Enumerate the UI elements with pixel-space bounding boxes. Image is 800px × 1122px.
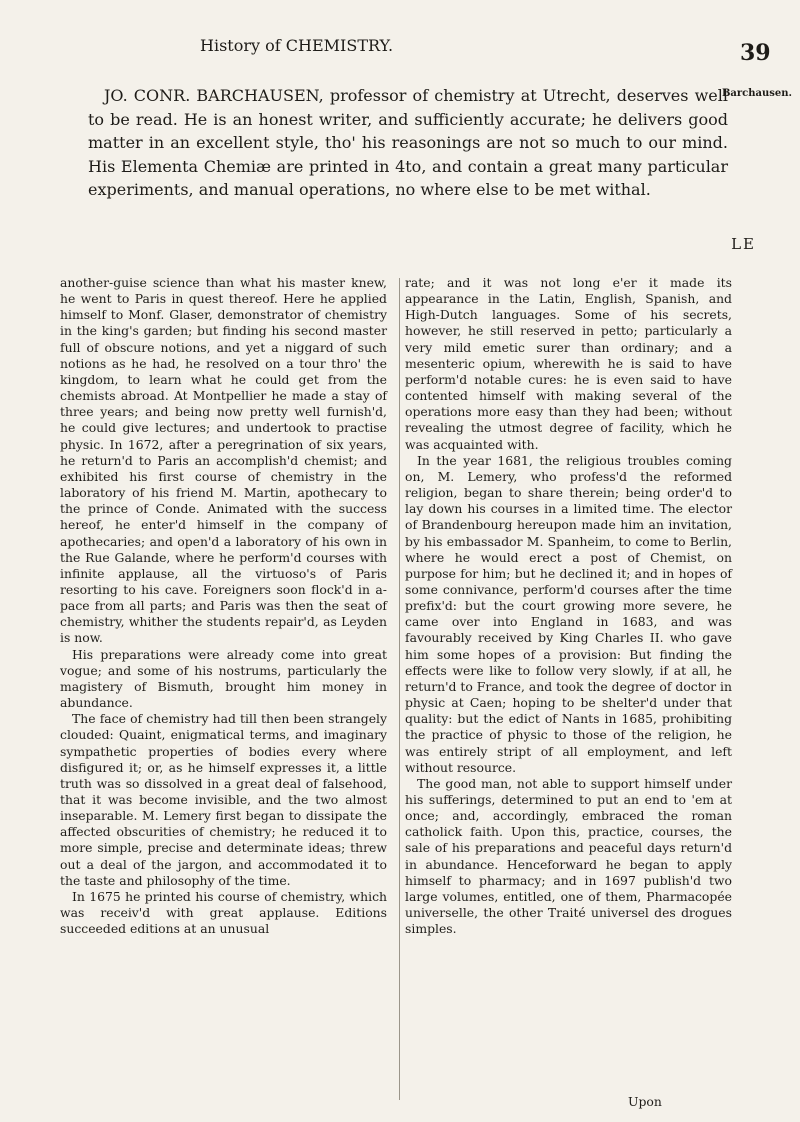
left-paragraph-2: His preparations were already come into great vogue; and some of his nostrums, particularly the magistery of Bismuth, brought him money in abundance. [60, 646, 387, 711]
running-head-of: of [265, 36, 281, 55]
right-column [405, 275, 732, 937]
page-number: 39 [740, 40, 771, 66]
catchword-upon: Upon [628, 1094, 662, 1109]
right-paragraph-2: In the year 1681, the religious troubles coming on, M. Lemery, who profess'd the reformed religion, began to share therein; being order'd to lay down his courses in a limited time. The elector of Brandenbourg hereupon made him an invitation, by his embassador M. Spanheim, to come to Berlin, where he would erect a post of Chemist, on purpose for him; but he declined it; and in hopes of some connivance, perform'd courses after the time prefix'd: but the court growing more severe, he came over into England in 1683, and was favourably received by King Charles II. who gave him some hopes of a provision: But finding the effects were like to follow very slowly, if at all, he return'd to France, and took the degree of doctor in physic at Caen; hoping to be shelter'd under that quality: but the edict of Nants in 1685, prohibiting the practice of physic to those of the religion, he was entirely stript of all employment, and left without resource. [405, 452, 732, 775]
running-head-chemistry: CHEMISTRY. [285, 36, 394, 55]
left-paragraph-4: In 1675 he printed his course of chemistry, which was receiv'd with great applause. Editions succeeded editions at an unusual [60, 888, 387, 937]
left-column [60, 275, 387, 937]
left-paragraph-3: The face of chemistry had till then been strangely clouded: Quaint, enigmatical terms, and imaginary sympathetic properties of bodies every where disfigured it; or, as he himself expresses it, a little truth was so dissolved in a great deal of falsehood, that it was become invisible, and the two almost inseparable. M. Lemery first began to dissipate the affected obscurities of chemistry; he reduced it to more simple, precise and determinate ideas; threw out a deal of the jargon, and accommodated it to the taste and philosophy of the time. [60, 711, 387, 888]
intro-paragraph [88, 84, 728, 202]
catchword-le: LE [731, 235, 756, 253]
right-paragraph-1: rate; and it was not long e'er it made its appearance in the Latin, English, Spanish, and High-Dutch languages. Some of his secrets, however, he still reserved in petto; particularly a very mild emetic surer than ordinary; and a mesenteric opium, wherewith he is said to have perform'd notable cures: he is even said to have contented himself with making several of the operations more easy than they had been; without revealing the utmost degree of facility, which he was acquainted with. [405, 275, 732, 452]
column-rule [399, 278, 400, 1100]
running-head-history: History [200, 36, 261, 55]
right-paragraph-3: The good man, not able to support himself under his sufferings, determined to put an end to 'em at once; and, accordingly, embraced the roman catholick faith. Upon this, practice, courses, the sale of his preparations and peaceful days return'd in abundance. Henceforward he began to apply himself to pharmacy; and in 1697 publish'd two large volumes, entitled, one of them, Pharmacopée universelle, the other Traité universel des drogues simples. [405, 775, 732, 937]
intro-text: JO. CONR. BARCHAUSEN, professor of chemistry at Utrecht, deserves well to be read. He is an honest writer, and sufficiently accurate; he delivers good matter in an excellent style, tho' his reasonings are not so much to our mind. His Elementa Chemiæ are printed in 4to, and contain a great many particular experiments, and manual operations, no where else to be met withal. [88, 86, 728, 199]
left-paragraph-1: another-guise science than what his master knew, he went to Paris in quest thereof. Here he applied himself to Monf. Glaser, demonstrator of chemistry in the king's garden; but finding his second master full of obscure notions, and yet a niggard of such notions as he had, he resolved on a tour thro' the kingdom, to learn what he could get from the chemists abroad. At Montpellier he made a stay of three years; and being now pretty well furnish'd, he could give lectures; and undertook to practise physic. In 1672, after a peregrination of six years, he return'd to Paris an accomplish'd chemist; and exhibited his first course of chemistry in the laboratory of his friend M. Martin, apothecary to the prince of Conde. Animated with the success hereof, he enter'd himself in the company of apothecaries; and open'd a laboratory of his own in the Rue Galande, where he perform'd courses with infinite applause, all the virtuoso's of Paris resorting to his cave. Foreigners soon flock'd in a-pace from all parts; and Paris was then the seat of chemistry, whither the students repair'd, as Leyden is now. [60, 275, 387, 646]
running-head [200, 36, 393, 55]
margin-note: Barchausen. [721, 88, 792, 99]
